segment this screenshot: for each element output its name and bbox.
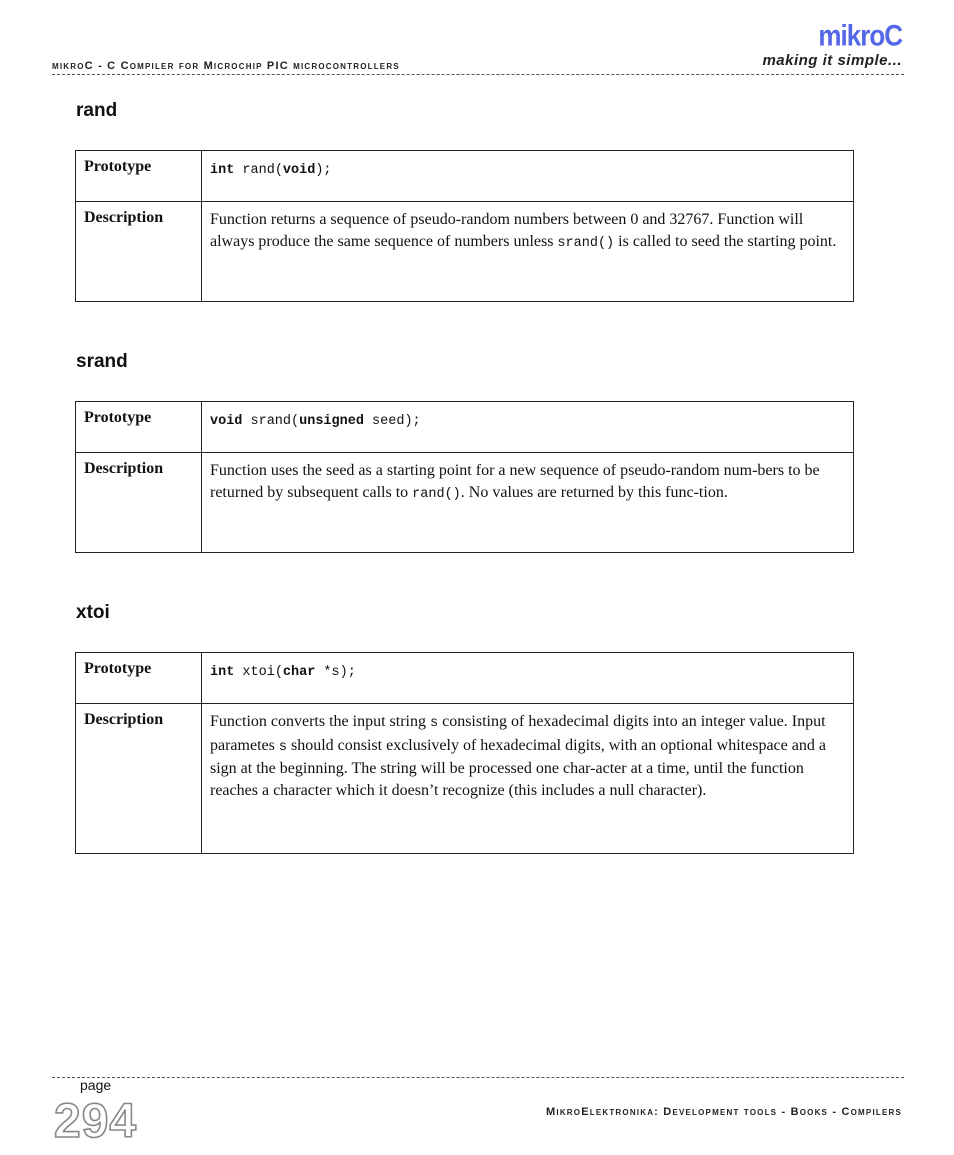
page-number: 294: [54, 1095, 138, 1148]
desc-text: should consist exclusively of hexadecimal digits, with an optional whitespace and a sign at the beginning. The string will be processed one char-acter at a time, until the function reaches a character which it doesn’t recognize (this includes a null character).: [210, 736, 826, 799]
section-title-rand: rand: [76, 100, 118, 121]
footer-divider: [52, 1077, 904, 1078]
code-end: *s);: [315, 665, 356, 680]
description-text: [202, 704, 854, 854]
prototype-code: [202, 653, 854, 704]
desc-code: rand(): [412, 486, 461, 502]
header-divider: [52, 74, 904, 75]
prototype-code: [202, 151, 854, 202]
function-table-srand: [75, 401, 854, 553]
code-name: rand(: [234, 163, 283, 178]
function-table-xtoi: [75, 652, 854, 854]
description-label: Description: [76, 704, 202, 854]
desc-text: consisting of hexadecimal digits into an integer value. Input parametes: [210, 713, 826, 754]
desc-text: is called to seed the starting point.: [614, 232, 837, 250]
code-type: int: [210, 665, 235, 680]
desc-code: s: [429, 716, 439, 731]
code-arg: unsigned: [299, 414, 364, 429]
section-title-xtoi: xtoi: [76, 602, 110, 623]
function-table-rand: [75, 150, 854, 302]
desc-text: Function returns a sequence of pseudo-random numbers between 0 and 32767. Function will always produce the same sequence of numbers unless: [210, 211, 804, 250]
footer-text: MikroElektronika: Development tools - Books - Compilers: [546, 1106, 902, 1118]
desc-code: s: [278, 739, 287, 755]
prototype-label: Prototype: [76, 151, 202, 202]
code-arg: void: [282, 163, 316, 178]
header-tagline: making it simple...: [762, 52, 902, 69]
description-text: [202, 453, 854, 553]
prototype-label: Prototype: [76, 402, 202, 453]
code-arg: char: [282, 665, 316, 680]
section-title-srand: srand: [76, 351, 128, 372]
desc-code: srand(): [557, 235, 615, 251]
header-title: mikroC - C Compiler for Microchip PIC microcontrollers: [52, 60, 400, 72]
description-label: Description: [76, 453, 202, 553]
description-text: [202, 202, 854, 302]
code-name: xtoi(: [234, 665, 283, 680]
code-type: void: [210, 414, 243, 429]
mikroc-logo: mikroC: [818, 17, 902, 53]
desc-text: Function converts the input string: [210, 713, 430, 730]
desc-text: . No values are returned by this func-tion.: [460, 483, 728, 501]
page-label: page: [80, 1077, 112, 1093]
prototype-label: Prototype: [76, 653, 202, 704]
code-type: int: [210, 163, 235, 178]
desc-text: Function uses the seed as a starting point for a new sequence of pseudo-random num-bers to be returned by subsequent calls to: [210, 462, 820, 501]
code-end: seed);: [363, 414, 421, 429]
prototype-code: [202, 402, 854, 453]
code-name: srand(: [242, 414, 300, 429]
description-label: Description: [76, 202, 202, 302]
code-end: );: [315, 163, 332, 178]
